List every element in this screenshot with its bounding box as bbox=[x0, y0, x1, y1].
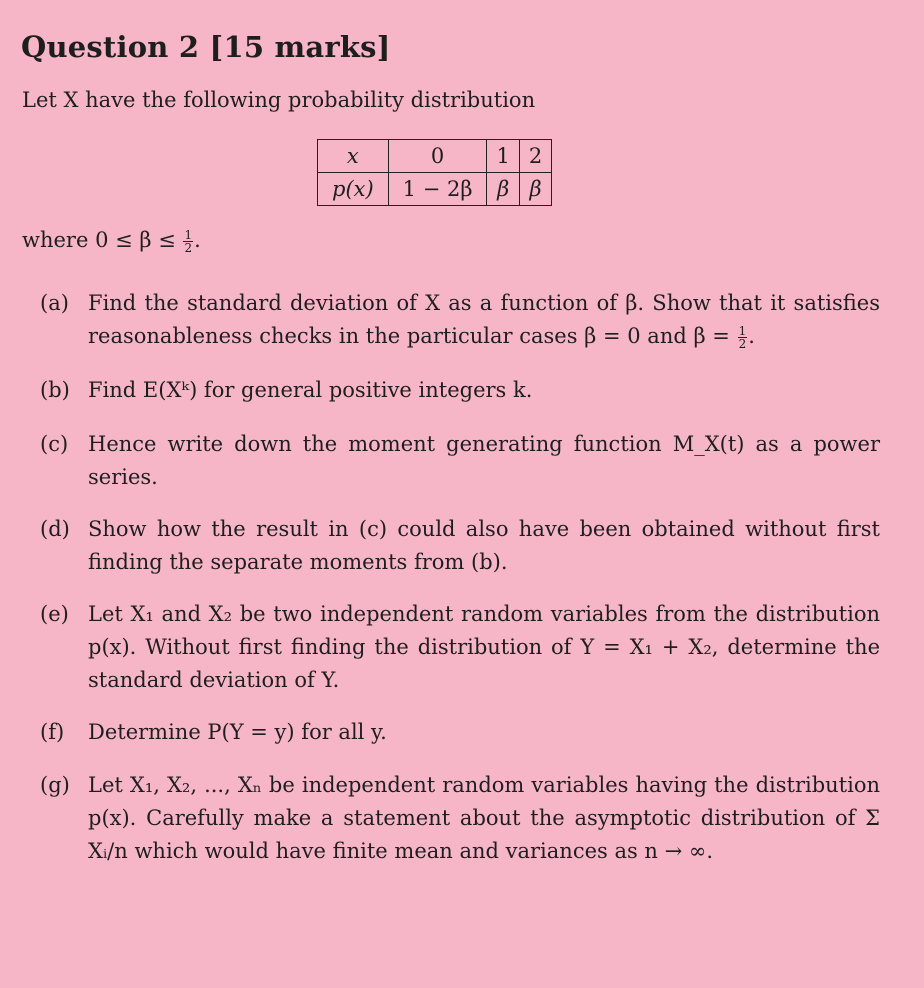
table-row-x bbox=[318, 140, 552, 173]
beta-condition bbox=[22, 228, 201, 254]
condition-trail: . bbox=[194, 228, 201, 252]
part-g-label: (g) bbox=[40, 773, 70, 797]
probability-table bbox=[317, 139, 552, 206]
table-cell-p0: 1 − 2β bbox=[388, 173, 487, 206]
part-e-text: Let X₁ and X₂ be two independent random variables from the distribution p(x). Without first finding the distribution of Y = X₁ + X₂, determine the standard deviation of Y. bbox=[88, 602, 880, 692]
table-cell-p1: β bbox=[487, 173, 519, 206]
table-row-px bbox=[318, 173, 552, 206]
part-d-label: (d) bbox=[40, 517, 70, 541]
part-e bbox=[40, 598, 880, 697]
part-b bbox=[40, 374, 880, 407]
table-cell-p2: β bbox=[519, 173, 551, 206]
part-d-text: Show how the result in (c) could also have been obtained without first finding the separate moments from (b). bbox=[88, 517, 880, 574]
part-g-text: Let X₁, X₂, ..., Xₙ be independent random variables having the distribution p(x). Carefully make a statement about the asymptotic distribution of Σ Xᵢ/n which would have finite mean and variances as n → ∞. bbox=[88, 773, 880, 863]
part-f-label: (f) bbox=[40, 720, 65, 744]
part-g bbox=[40, 769, 880, 868]
part-a bbox=[40, 287, 880, 353]
part-a-label: (a) bbox=[40, 291, 69, 315]
part-c-label: (c) bbox=[40, 432, 69, 456]
table-cell-x0: 0 bbox=[388, 140, 487, 173]
part-c bbox=[40, 428, 880, 494]
part-f bbox=[40, 716, 880, 749]
part-b-text: Find E(Xᵏ) for general positive integers k. bbox=[88, 378, 533, 402]
part-c-text: Hence write down the moment generating function M_X(t) as a power series. bbox=[88, 432, 880, 489]
condition-fraction: $\frac{1}{2}$ bbox=[184, 228, 193, 255]
table-cell-x2: 2 bbox=[519, 140, 551, 173]
condition-lead: where 0 ≤ β ≤ bbox=[22, 228, 176, 252]
question-title: Question 2 [15 marks] bbox=[21, 30, 391, 64]
part-b-label: (b) bbox=[40, 378, 70, 402]
part-a-text: Find the standard deviation of X as a function of β. Show that it satisfies reasonableness checks in the particular cases β = 0 and β = $\frac{1}{2}$ . bbox=[88, 291, 880, 351]
table-cell-px-label: p(x) bbox=[318, 173, 389, 206]
part-d bbox=[40, 513, 880, 579]
part-a-fraction: $\frac{1}{2}$ bbox=[738, 324, 747, 351]
question-intro: Let X have the following probability distribution bbox=[22, 88, 536, 112]
table-cell-x-label: x bbox=[318, 140, 389, 173]
part-e-label: (e) bbox=[40, 602, 69, 626]
table-cell-x1: 1 bbox=[487, 140, 519, 173]
part-f-text: Determine P(Y = y) for all y. bbox=[88, 720, 387, 744]
